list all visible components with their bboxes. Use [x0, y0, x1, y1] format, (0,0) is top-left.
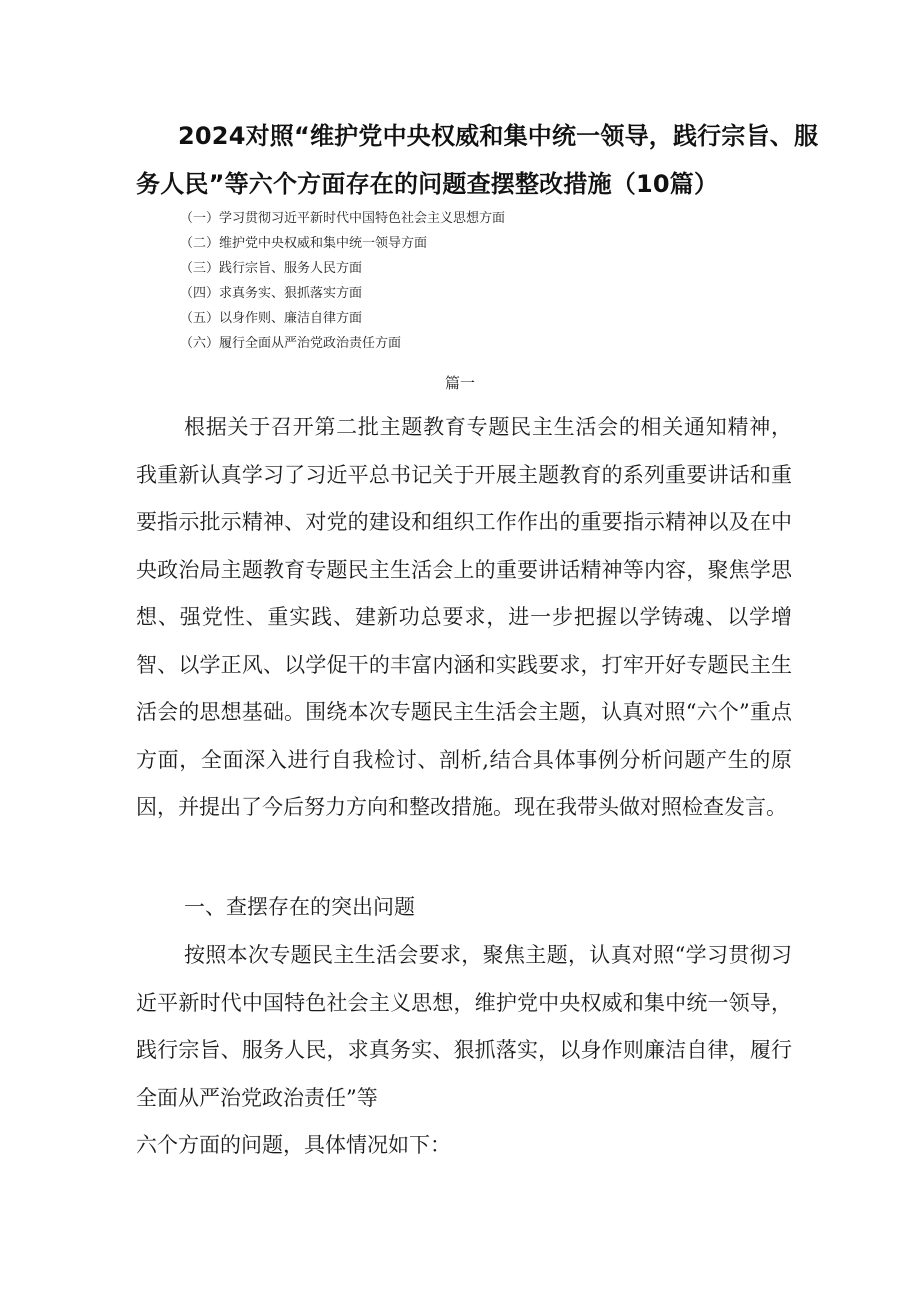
paragraph-issues-continued: 六个方面的问题，具体情况如下： — [136, 1133, 451, 1157]
toc-item: （二）维护党中央权威和集中统一领导方面 — [180, 236, 428, 251]
paragraph-issues: 按照本次专题民主生活会要求，聚焦主题，认真对照“学习贯彻习近平新时代中国特色社会主义思想，维护党中央权威和集中统一领导，践行宗旨、服务人民，求真务实、狠抓落实，以身作则廉洁自律，履行全面从严治党政治责任”等 — [136, 943, 792, 1110]
toc-item: （五）以身作则、廉洁自律方面 — [180, 311, 363, 326]
toc-item: （三）践行宗旨、服务人民方面 — [180, 261, 363, 276]
section-heading: 一、查摆存在的突出问题 — [184, 895, 415, 919]
toc-item: （一）学习贯彻习近平新时代中国特色社会主义思想方面 — [180, 211, 506, 226]
table-of-contents — [180, 206, 505, 356]
toc-item: （四）求真务实、狠抓落实方面 — [180, 286, 363, 301]
document-title-line2: 务人民”等六个方面存在的问题查摆整改措施（10篇） — [136, 170, 719, 198]
section-label: 篇一 — [444, 374, 475, 392]
document-title-line1: 2024对照“维护党中央权威和集中统一领导，践行宗旨、服 — [178, 122, 819, 150]
paragraph-intro: 根据关于召开第二批主题教育专题民主生活会的相关通知精神，我重新认真学习了习近平总书记关于开展主题教育的系列重要讲话和重要指示批示精神、对党的建设和组织工作作出的重要指示精神以及在中央政治局主题教育专题民主生活会上的重要讲话精神等内容，聚焦学思想、强党性、重实践、建新功总要求，进一步把握以学铸魂、以学增智、以学正风、以学促干的丰富内涵和实践要求，打牢开好专题民主生活会的思想基础。围绕本次专题民主生活会主题，认真对照“六个”重点方面，全面深入进行自我检讨、剖析,结合具体事例分析问题产生的原因，并提出了今后努力方向和整改措施。现在我带头做对照检查发言。 — [136, 415, 792, 819]
toc-item: （六）履行全面从严治党政治责任方面 — [180, 336, 402, 351]
